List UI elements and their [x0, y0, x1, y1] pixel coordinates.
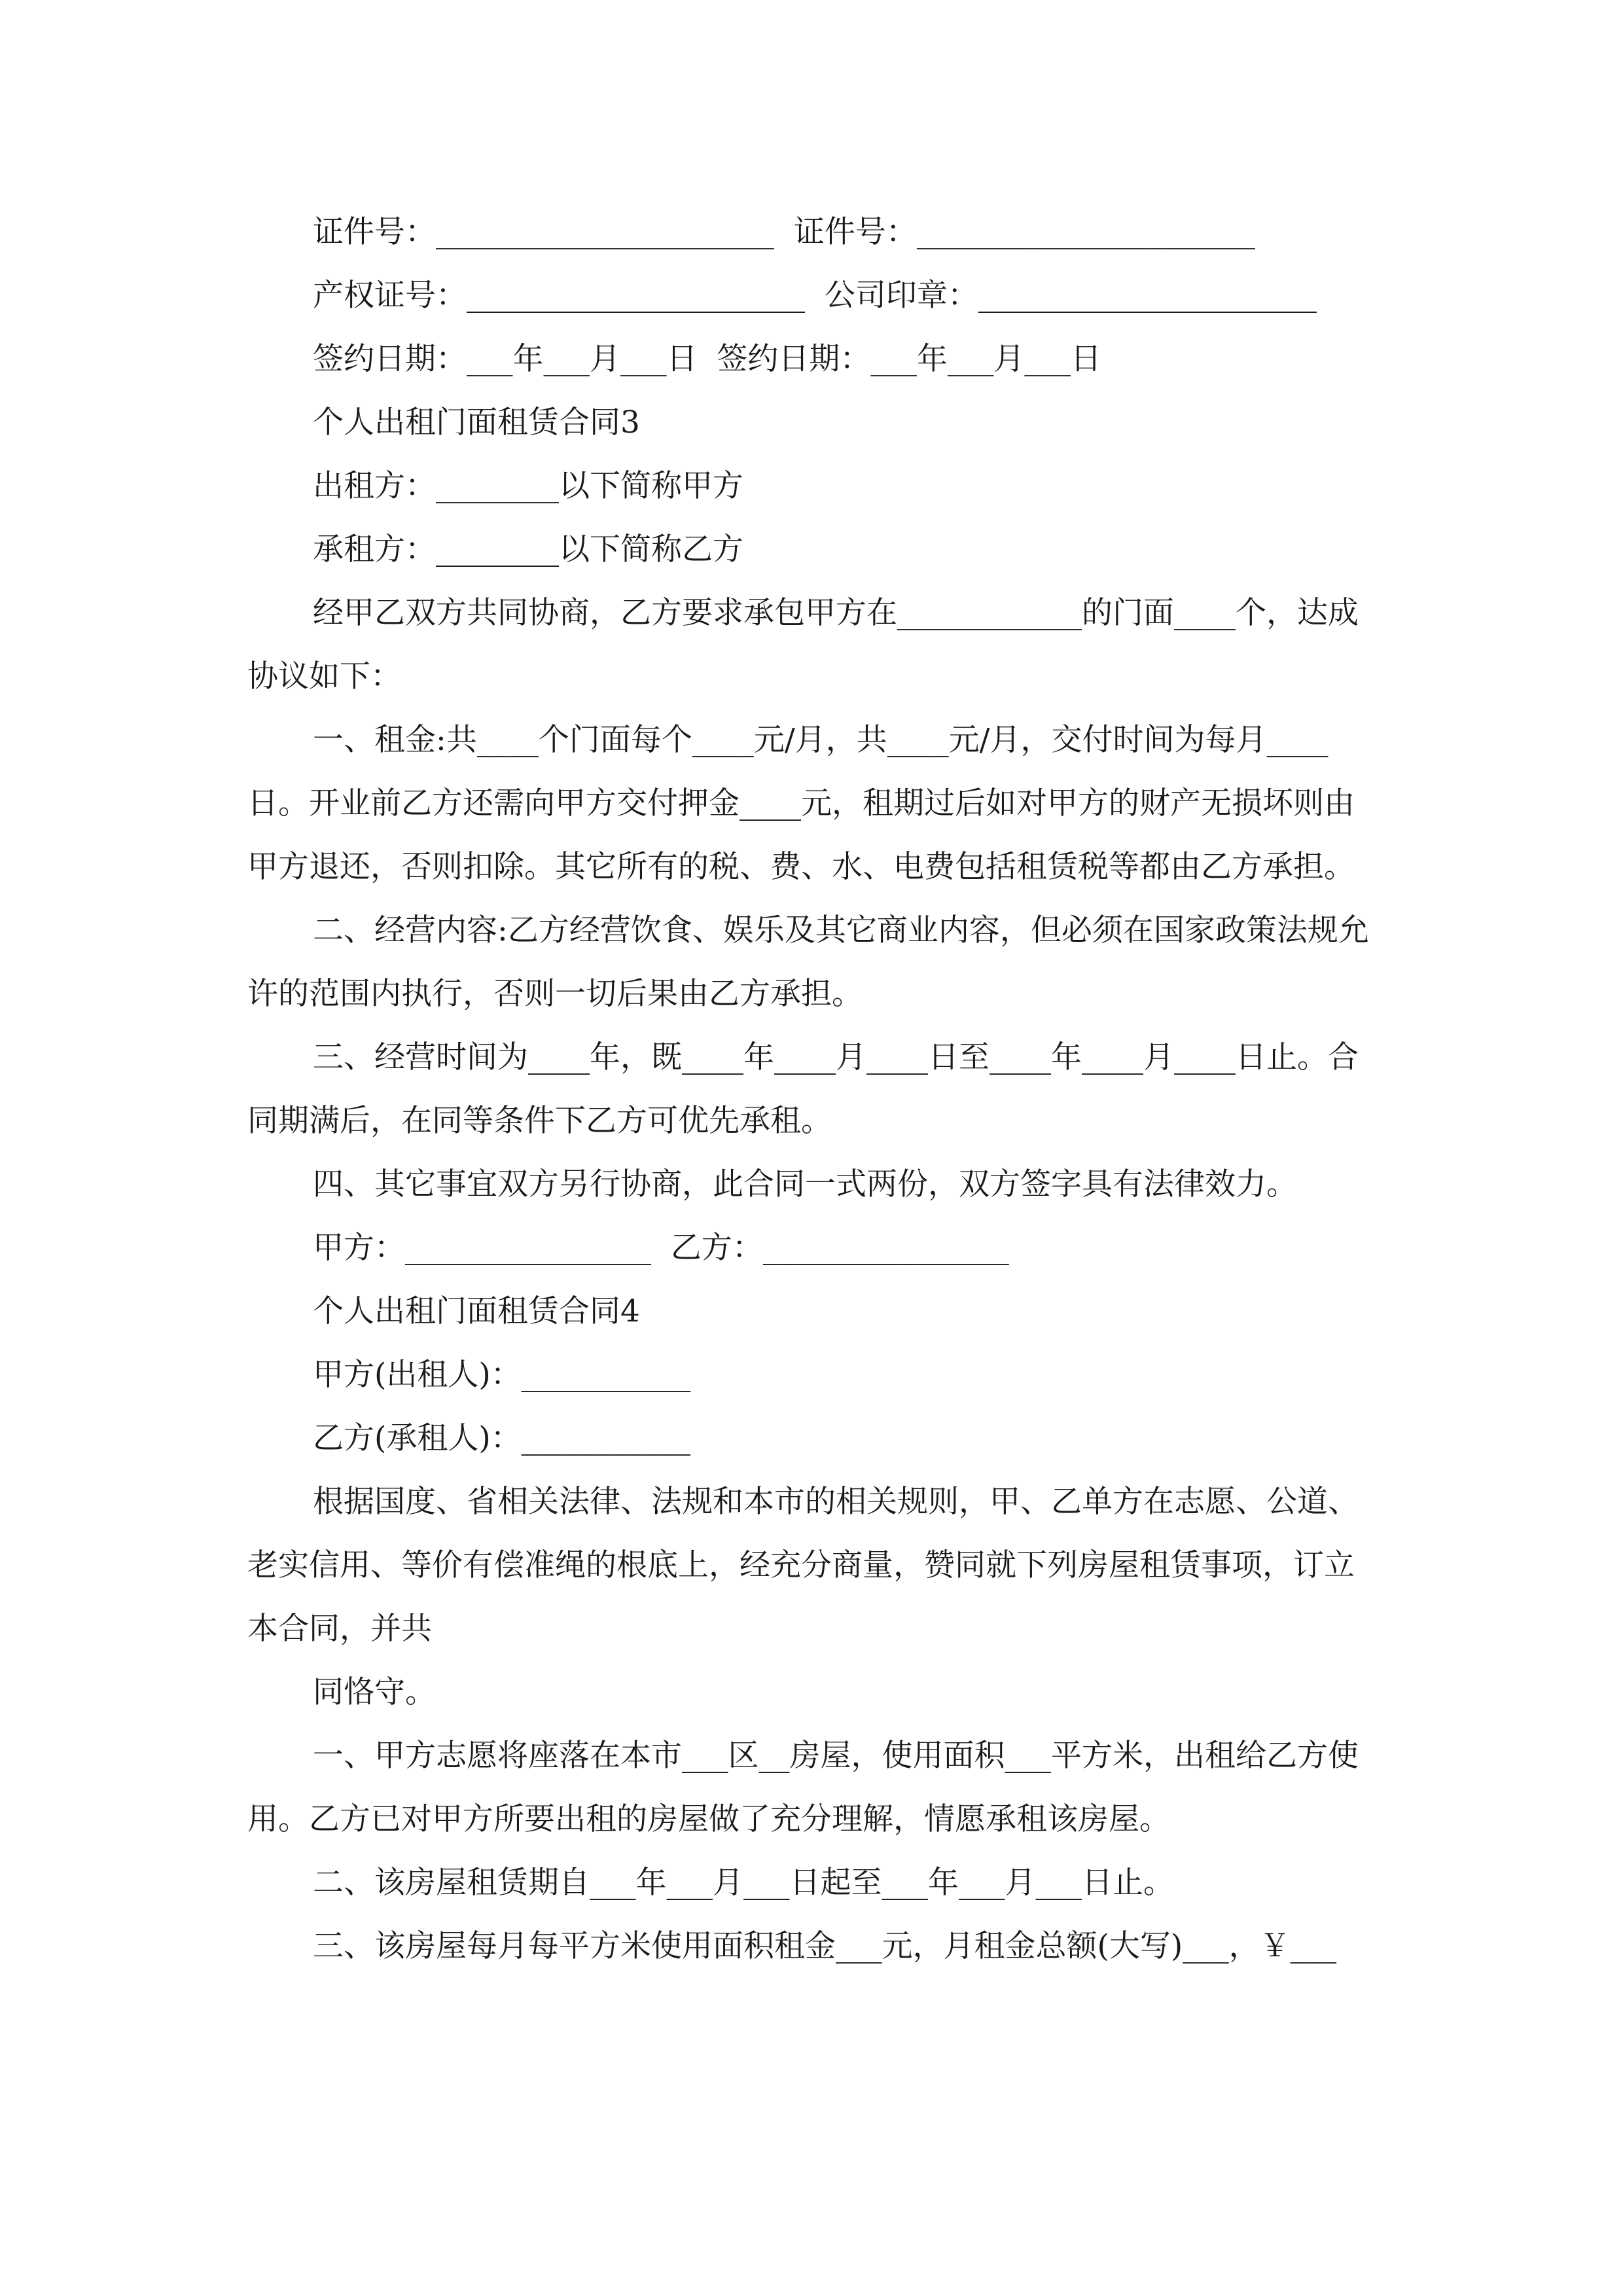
- agreement-intro: 经甲乙双方共同协商，乙方要求承包甲方在____________的门面____个，达成协议如下：: [247, 595, 1359, 694]
- contract-3-title: 个人出租门面租赁合同3: [313, 404, 640, 440]
- clause-term: 三、经营时间为____年，既____年____月____日至____年____月____日止。合同期满后，在同等条件下乙方可优先承租。: [247, 1039, 1359, 1139]
- article-3: 三、该房屋每月每平方米使用面积租金___元，月租金总额(大写)___，￥___: [313, 1928, 1337, 1964]
- clause-other: 四、其它事宜双方另行协商，此合同一式两份，双方签字具有法律效力。: [313, 1166, 1297, 1202]
- lessor-line: 出租方：________以下简称甲方: [313, 468, 743, 504]
- signature-line: 甲方：________________ 乙方：________________: [313, 1230, 1009, 1266]
- id-number-line: 证件号：______________________ 证件号：______________________: [313, 214, 1255, 250]
- party-a-line: 甲方(出租人)：___________: [313, 1357, 691, 1393]
- contract-4-title: 个人出租门面租赁合同4: [313, 1293, 640, 1329]
- property-cert-line: 产权证号：______________________ 公司印章：______________________: [313, 278, 1317, 314]
- preamble: 根据国度、省相关法律、法规和本市的相关规则，甲、乙单方在志愿、公道、老实信用、等价有偿准绳的根底上，经充分商量，赞同就下列房屋租赁事项，订立本合同，并共: [247, 1484, 1359, 1647]
- party-b-line: 乙方(承租人)：___________: [313, 1420, 691, 1456]
- clause-business: 二、经营内容:乙方经营饮食、娱乐及其它商业内容，但必须在国家政策法规允许的范围内执行，否则一切后果由乙方承担。: [247, 912, 1369, 1012]
- preamble-end: 同恪守。: [313, 1674, 436, 1710]
- lessee-line: 承租方：________以下简称乙方: [313, 531, 743, 567]
- contract-text: [247, 200, 1380, 1978]
- article-2: 二、该房屋租赁期自___年___月___日起至___年___月___日止。: [313, 1865, 1174, 1901]
- article-1: 一、甲方志愿将座落在本市___区__房屋，使用面积___平方米，出租给乙方使用。乙方已对甲方所要出租的房屋做了充分理解，情愿承租该房屋。: [247, 1738, 1359, 1837]
- sign-date-line: 签约日期：___年___月___日 签约日期：___年___月___日: [313, 341, 1101, 377]
- clause-rent: 一、租金:共____个门面每个____元/月，共____元/月，交付时间为每月____日。开业前乙方还需向甲方交付押金____元，租期过后如对甲方的财产无损坏则由甲方退还，否则扣除。其它所有的税、费、水、电费包括租赁税等都由乙方承担。: [247, 722, 1355, 885]
